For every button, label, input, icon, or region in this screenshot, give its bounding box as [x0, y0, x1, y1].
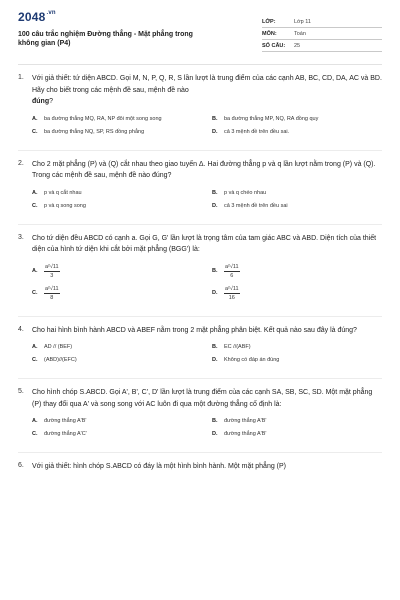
meta-row-count: [262, 40, 382, 52]
option-letter: A.: [32, 189, 38, 196]
option-text: ba đường thẳng NQ, SP, RS đồng phẳng: [44, 128, 145, 135]
option-letter: B.: [212, 115, 218, 122]
option-letter: B.: [212, 344, 218, 350]
option-letter: D.: [212, 431, 218, 437]
fraction-denominator: 3: [50, 272, 54, 279]
question-text: Cho hình chóp S.ABCD. Gọi A', B', C', D' lần lượt là trung điểm của các cạnh SA, SB, SC, SD. Một mặt phẳng (P) thay đổi qua A' và song song với AC luôn đi qua một đường thẳng cố định là:: [32, 389, 373, 408]
option-letter: B.: [212, 189, 218, 196]
question-divider: [18, 150, 382, 151]
question-text: [32, 73, 382, 108]
answer-options: [32, 344, 382, 364]
question-divider: [18, 378, 382, 379]
meta-value: Lớp 11: [294, 19, 311, 25]
answer-options: [32, 190, 382, 210]
option-letter: D.: [212, 357, 218, 363]
meta-value: Toán: [294, 31, 306, 37]
option-text: p và q song song: [44, 202, 86, 209]
option-text: đường thẳng A'C': [44, 431, 87, 437]
option-text: đường thẳng A'B': [224, 431, 267, 437]
meta-label: SỐ CÂU:: [262, 43, 286, 49]
question-number: 1.: [18, 74, 24, 81]
question-body: [32, 233, 382, 308]
option-b[interactable]: [212, 116, 382, 123]
option-a[interactable]: [32, 190, 202, 197]
logo-suffix: .vn: [46, 10, 56, 16]
option-b[interactable]: [212, 418, 382, 425]
option-letter: D.: [212, 128, 218, 135]
meta-row-class: [262, 16, 382, 28]
option-text: ba đường thẳng MQ, RA, NP đôi một song song: [44, 115, 162, 122]
header: [18, 10, 382, 52]
meta-value: 25: [294, 43, 301, 49]
option-letter: D.: [212, 202, 218, 209]
option-b[interactable]: [212, 190, 382, 197]
option-letter: C.: [32, 290, 38, 296]
fraction: [224, 286, 240, 302]
meta-label: MÔN:: [262, 31, 277, 37]
answer-options: [32, 418, 382, 438]
option-c[interactable]: [32, 203, 202, 210]
option-d[interactable]: [212, 286, 382, 302]
question-text-main: Với giả thiết: tứ diện ABCD. Gọi M, N, P, Q, R, S lần lượt là trung điểm của các cạnh AB, BC, CD, DA, AC và BD. Hãy cho biết trong các mệnh đề sau, mệnh đề nào: [32, 75, 382, 94]
question-number: 3.: [18, 233, 24, 241]
option-letter: A.: [32, 115, 38, 122]
fraction-numerator: a²√11: [225, 263, 239, 270]
site-logo[interactable]: [18, 10, 198, 24]
option-text: cả 3 mệnh đề trên đều sai.: [224, 128, 290, 135]
question-number: 5.: [18, 388, 24, 395]
question-number: 2.: [18, 159, 24, 167]
option-c[interactable]: [32, 357, 202, 364]
question-text: Với giả thiết: hình chóp S.ABCD có đáy là một hình bình hành. Một mặt phẳng (P): [32, 463, 287, 470]
document-title: 100 câu trắc nghiệm Đường thẳng - Mặt phẳng trong không gian (P4): [18, 31, 193, 47]
option-text: EC //(ABF): [224, 344, 251, 350]
option-a[interactable]: [32, 264, 202, 280]
option-letter: B.: [212, 418, 218, 424]
fraction-numerator: a²√11: [225, 285, 239, 292]
option-text: cả 3 mệnh đề trên đều sai: [224, 202, 288, 209]
question-divider: [18, 224, 382, 225]
fraction: [44, 264, 60, 280]
header-divider: [18, 64, 382, 65]
question-3: [18, 233, 382, 308]
option-letter: A.: [32, 268, 38, 274]
fraction-numerator: a²√11: [45, 263, 59, 270]
option-text: đường thẳng A'B': [44, 418, 87, 424]
option-letter: C.: [32, 202, 38, 209]
option-text: p và q cắt nhau: [44, 189, 82, 196]
option-text: p và q chéo nhau: [224, 189, 267, 196]
option-letter: A.: [32, 344, 38, 350]
option-letter: A.: [32, 418, 38, 424]
option-text: AD // (BEF): [44, 344, 73, 350]
meta-table: [262, 16, 382, 52]
fraction-denominator: 6: [230, 272, 234, 279]
logo-text: 2048: [18, 10, 46, 24]
question-5: [18, 387, 382, 444]
question-text: Cho tứ diện đều ABCD có cạnh a. Gọi G, G' lần lượt là trọng tâm của tam giác ABC và ABD. Diện tích của thiết diện của hình tứ diện khi cắt bởi mặt phẳng (BGG') là:: [32, 234, 377, 253]
option-c[interactable]: [32, 431, 202, 438]
question-text: Cho 2 mặt phẳng (P) và (Q) cắt nhau theo giao tuyến Δ. Hai đường thẳng p và q lần lượt nằm trong (P) và (Q). Trong các mệnh đề sau, mệnh đề nào đúng?: [32, 160, 376, 179]
question-body: [32, 325, 382, 371]
option-letter: C.: [32, 128, 38, 135]
question-4: [18, 325, 382, 371]
question-6: [18, 461, 382, 473]
question-body: [32, 387, 382, 444]
option-d[interactable]: [212, 431, 382, 438]
option-a[interactable]: [32, 344, 202, 351]
option-text: Không có đáp án đúng: [224, 357, 280, 363]
fraction: [224, 264, 240, 280]
fraction-numerator: a²√11: [45, 285, 59, 292]
fraction: [44, 286, 60, 302]
option-letter: C.: [32, 431, 38, 437]
option-c[interactable]: [32, 129, 202, 136]
question-body: [32, 73, 382, 142]
answer-options: [32, 116, 382, 136]
question-1: [18, 73, 382, 142]
option-c[interactable]: [32, 286, 202, 302]
question-number: 4.: [18, 325, 24, 333]
option-d[interactable]: [212, 357, 382, 364]
meta-row-subject: [262, 28, 382, 40]
header-left: [18, 10, 198, 48]
option-d[interactable]: [212, 203, 382, 210]
option-a[interactable]: [32, 116, 202, 123]
option-a[interactable]: [32, 418, 202, 425]
question-number: 6.: [18, 462, 24, 469]
meta-label: LỚP:: [262, 19, 276, 25]
question-text: Cho hai hình bình hành ABCD và ABEF nằm trong 2 mặt phẳng phân biệt. Kết quả nào sau đây là đúng?: [32, 326, 357, 334]
option-b[interactable]: [212, 264, 382, 280]
option-text: (ABD)//(EFC): [44, 357, 77, 363]
fraction-denominator: 8: [50, 294, 54, 301]
answer-options: [32, 264, 382, 302]
option-d[interactable]: [212, 129, 382, 136]
option-letter: C.: [32, 357, 38, 363]
question-2: [18, 159, 382, 216]
option-text: đường thẳng A'B': [224, 418, 267, 424]
question-divider: [18, 452, 382, 453]
question-body: [32, 159, 382, 216]
question-body: [32, 461, 382, 473]
option-letter: D.: [212, 290, 218, 296]
option-b[interactable]: [212, 344, 382, 351]
question-divider: [18, 316, 382, 317]
option-letter: B.: [212, 268, 218, 274]
question-text-emphasis: đúng: [32, 98, 50, 105]
question-text-end: ?: [49, 98, 54, 105]
fraction-denominator: 16: [228, 294, 235, 301]
option-text: ba đường thẳng MP, NQ, RA đồng quy: [224, 115, 319, 122]
